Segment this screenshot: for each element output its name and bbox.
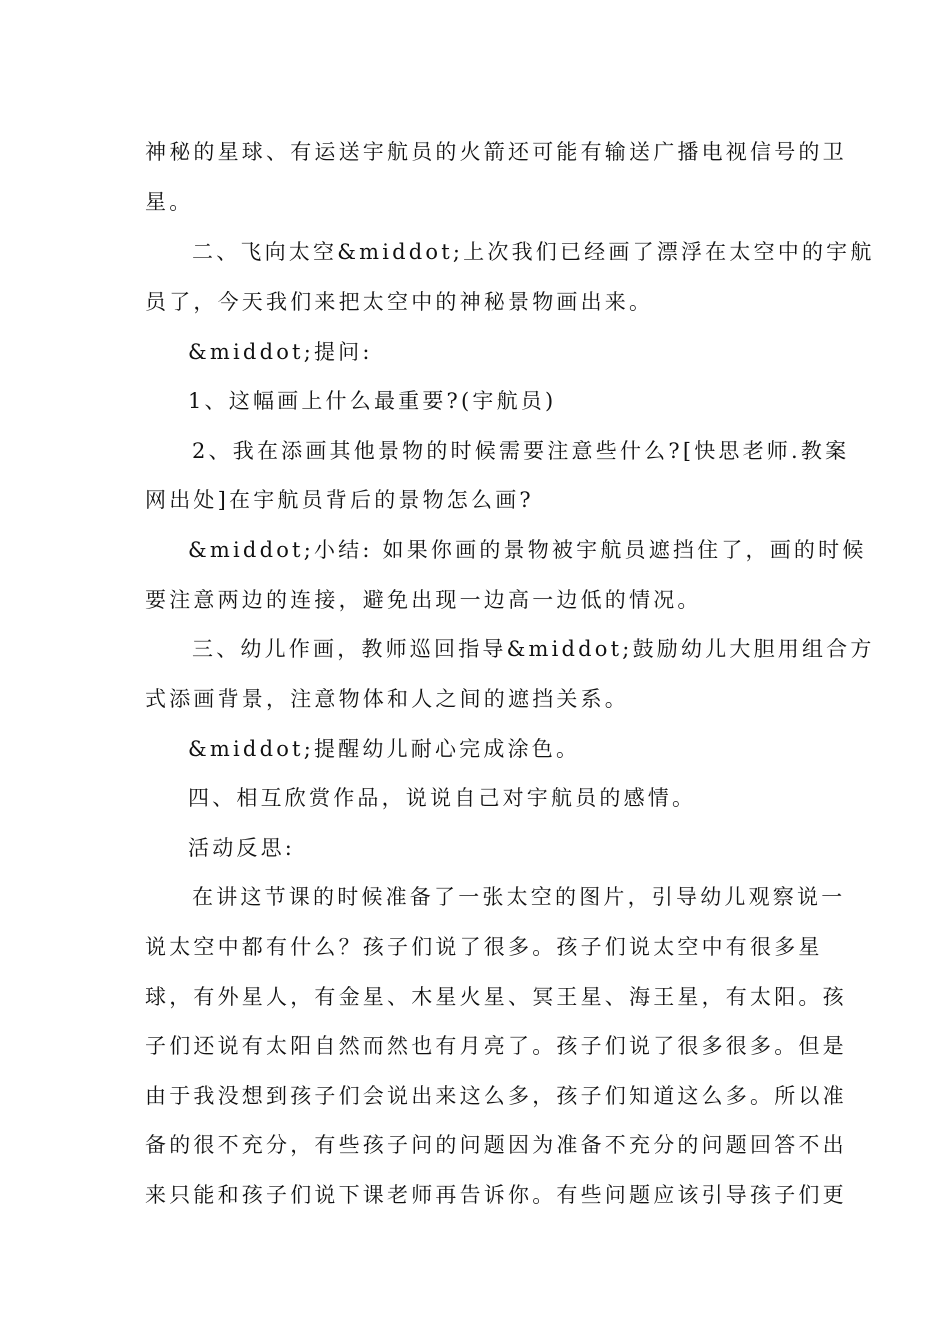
text-line: 神秘的星球、有运送宇航员的火箭还可能有输送广播电视信号的卫 (145, 140, 847, 164)
text-line: 备的很不充分，有些孩子问的问题因为准备不充分的问题回答不出 (145, 1133, 847, 1157)
text-line: 四、相互欣赏作品，说说自己对宇航员的感情。 (188, 786, 697, 810)
text-line: 要注意两边的连接，避免出现一边高一边低的情况。 (145, 588, 702, 612)
text-line: &middot;提醒幼儿耐心完成涂色。 (188, 737, 581, 761)
text-line: 式添画背景，注意物体和人之间的遮挡关系。 (145, 687, 629, 711)
text-line: 1、这幅画上什么最重要?(宇航员) (188, 389, 557, 413)
text-line: 由于我没想到孩子们会说出来这么多，孩子们知道这么多。所以准 (145, 1084, 847, 1108)
text-line: 在讲这节课的时候准备了一张太空的图片，引导幼儿观察说一 (192, 885, 846, 909)
text-line: 说太空中都有什么？孩子们说了很多。孩子们说太空中有很多星 (145, 935, 823, 959)
text-line: 星。 (145, 190, 194, 214)
text-line: 来只能和孩子们说下课老师再告诉你。有些问题应该引导孩子们更 (145, 1183, 847, 1207)
text-line: 活动反思: (188, 836, 296, 860)
text-line: 员了，今天我们来把太空中的神秘景物画出来。 (145, 290, 654, 314)
text-line: 三、幼儿作画，教师巡回指导&middot;鼓励幼儿大胆用组合方 (192, 637, 875, 661)
text-line: 2、我在添画其他景物的时候需要注意些什么?[快思老师.教案 (192, 439, 850, 463)
text-line: 二、飞向太空&middot;上次我们已经画了漂浮在太空中的宇航 (192, 240, 875, 264)
text-line: &middot;小结: 如果你画的景物被宇航员遮挡住了，画的时候 (188, 538, 867, 562)
text-line: 子们还说有太阳自然而然也有月亮了。孩子们说了很多很多。但是 (145, 1034, 847, 1058)
text-line: 网出处]在宇航员背后的景物怎么画? (145, 488, 534, 512)
text-line: 球，有外星人，有金星、木星火星、冥王星、海王星，有太阳。孩 (145, 985, 847, 1009)
text-line: &middot;提问: (188, 340, 373, 364)
